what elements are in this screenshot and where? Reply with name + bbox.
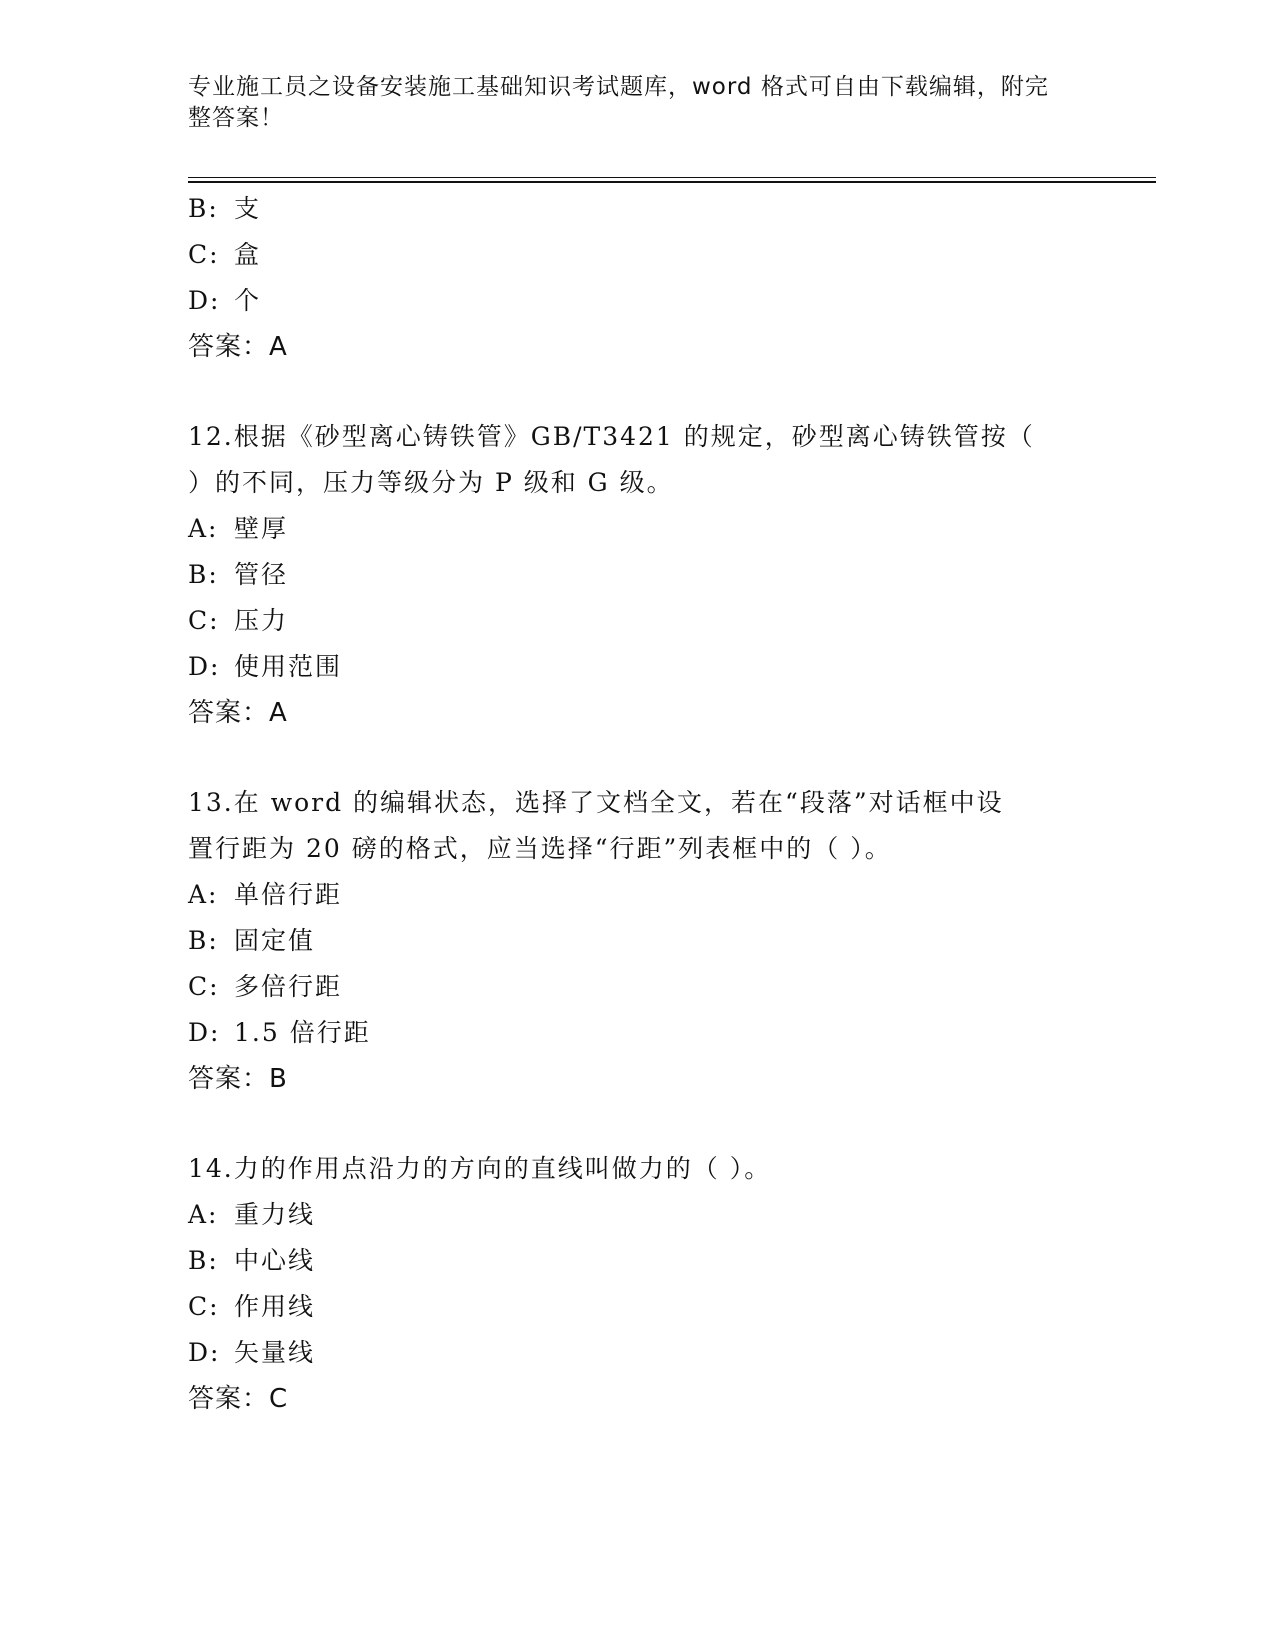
option-text: 固定值 bbox=[234, 926, 316, 955]
option-text: 矢量线 bbox=[234, 1338, 316, 1367]
question-13 bbox=[188, 780, 1068, 1102]
option-c bbox=[188, 232, 1068, 278]
question-list bbox=[188, 186, 1068, 1422]
option-text: 多倍行距 bbox=[234, 972, 343, 1001]
option-d bbox=[188, 1330, 1068, 1376]
option-d bbox=[188, 278, 1068, 324]
option-key: C: bbox=[188, 1292, 220, 1321]
question-stem-line-2: 置行距为 20 磅的格式，应当选择“行距”列表框中的（ ）。 bbox=[188, 834, 892, 863]
option-d bbox=[188, 1010, 1068, 1056]
option-c bbox=[188, 1284, 1068, 1330]
option-b bbox=[188, 186, 1068, 232]
answer-line: 答案：A bbox=[188, 332, 288, 362]
option-a bbox=[188, 1192, 1068, 1238]
answer-line: 答案：B bbox=[188, 1064, 288, 1094]
question-stem-line-1: 12.根据《砂型离心铸铁管》GB/T3421 的规定，砂型离心铸铁管按（ bbox=[188, 422, 1035, 451]
option-b bbox=[188, 1238, 1068, 1284]
header-title-line-1: 专业施工员之设备安装施工基础知识考试题库，word 格式可自由下载编辑，附完 bbox=[188, 74, 1049, 100]
option-key: B: bbox=[188, 194, 219, 223]
option-text: 单倍行距 bbox=[234, 880, 343, 909]
option-key: C: bbox=[188, 606, 220, 635]
header-divider-thick bbox=[188, 181, 1156, 183]
answer-line: 答案：C bbox=[188, 1384, 289, 1414]
document-header bbox=[188, 72, 1068, 134]
option-key: A: bbox=[188, 880, 219, 909]
option-key: B: bbox=[188, 926, 219, 955]
option-key: D: bbox=[188, 1338, 221, 1367]
question-stem-line-1: 14.力的作用点沿力的方向的直线叫做力的（ ）。 bbox=[188, 1154, 772, 1183]
question-11-partial bbox=[188, 186, 1068, 370]
option-c bbox=[188, 964, 1068, 1010]
option-key: B: bbox=[188, 560, 219, 589]
option-text: 支 bbox=[234, 194, 262, 223]
option-d bbox=[188, 644, 1068, 690]
option-a bbox=[188, 506, 1068, 552]
header-title-line-2: 整答案！ bbox=[188, 105, 284, 131]
option-text: 管径 bbox=[234, 560, 289, 589]
option-b bbox=[188, 918, 1068, 964]
option-key: A: bbox=[188, 1200, 219, 1229]
option-key: C: bbox=[188, 240, 220, 269]
header-divider-thin bbox=[188, 177, 1156, 178]
spacer bbox=[188, 1102, 1068, 1146]
option-key: A: bbox=[188, 514, 219, 543]
option-text: 作用线 bbox=[234, 1292, 316, 1321]
question-stem-line-2: ）的不同，压力等级分为 P 级和 G 级。 bbox=[188, 468, 674, 497]
question-14 bbox=[188, 1146, 1068, 1422]
option-key: D: bbox=[188, 1018, 221, 1047]
question-12 bbox=[188, 414, 1068, 736]
option-b bbox=[188, 552, 1068, 598]
option-text: 壁厚 bbox=[234, 514, 289, 543]
option-key: D: bbox=[188, 286, 221, 315]
option-text: 使用范围 bbox=[234, 652, 343, 681]
option-a bbox=[188, 872, 1068, 918]
option-text: 个 bbox=[234, 286, 262, 315]
option-text: 中心线 bbox=[234, 1246, 316, 1275]
question-stem-line-1: 13.在 word 的编辑状态，选择了文档全文，若在“段落”对话框中设 bbox=[188, 788, 1004, 817]
option-text: 重力线 bbox=[234, 1200, 316, 1229]
option-key: D: bbox=[188, 652, 221, 681]
spacer bbox=[188, 736, 1068, 780]
answer-line: 答案：A bbox=[188, 698, 288, 728]
option-key: C: bbox=[188, 972, 220, 1001]
option-text: 盒 bbox=[234, 240, 262, 269]
option-text: 1.5 倍行距 bbox=[234, 1018, 371, 1047]
option-key: B: bbox=[188, 1246, 219, 1275]
spacer bbox=[188, 370, 1068, 414]
option-c bbox=[188, 598, 1068, 644]
option-text: 压力 bbox=[234, 606, 289, 635]
